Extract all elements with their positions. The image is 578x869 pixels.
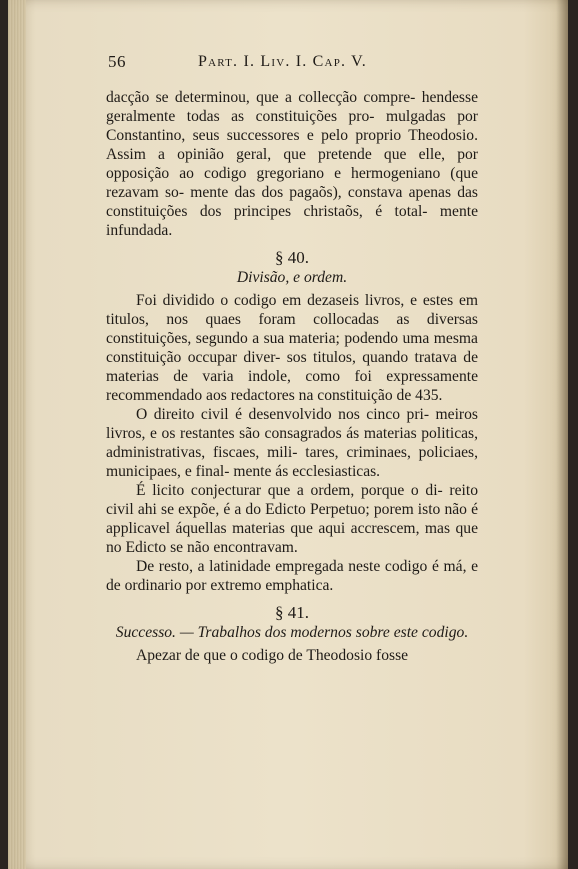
- page-edge-shadow: [556, 0, 568, 869]
- section-title-40: Divisão, e ordem.: [236, 269, 348, 286]
- section-title-41: Successo. — Trabalhos dos modernos sobre este codigo.: [115, 624, 469, 641]
- paragraph-direito-civil: O direito civil é desenvolvido nos cinco pri- meiros livros, e os restantes são consagrados ás materias politicas, administrativas, fiscaes, mili- tares, criminaes, policiaes, municipaes, e final- mente ás ecclesiasticas.: [106, 406, 479, 480]
- page-header: [106, 46, 478, 76]
- book-page: [8, 0, 568, 869]
- paragraph-divisao: Foi dividido o codigo em dezaseis livros, e estes em titulos, nos quaes foram collocadas as diversas constituições, segundo a sua materia; podendo uma mesma constituição occupar diver- sos titulos, quando tratava de materias de varia indole, como foi expressamente recommendado aos redactores na constituição de 435.: [106, 292, 479, 404]
- running-head: Part. I. Liv. I. Cap. V.: [198, 53, 368, 70]
- paragraph-apezar: Apezar de que o codigo de Theodosio fosse: [136, 647, 409, 664]
- section-number-41: § 41.: [275, 603, 309, 622]
- text-block: [106, 46, 478, 665]
- paragraph-latinidade: De resto, a latinidade empregada neste codigo é má, e de ordinario por extremo emphatica.: [106, 558, 478, 594]
- book-gutter: [8, 0, 26, 869]
- paragraph-continuation: dacção se determinou, que a collecção compre- hendesse geralmente todas as constituições pro- mulgadas por Constantino, seus successores e pelo proprio Theodosio. Assim a opinião geral, que pretende que elle, por opposição ao codigo gregoriano e hermogeniano (que rezavam so- mente das dos pagaõs), constava apenas das constituições dos principes christaõs, é total- mente infundada.: [106, 89, 479, 239]
- page-number: 56: [108, 52, 126, 71]
- section-number-40: § 40.: [275, 248, 309, 267]
- paragraph-conjecturar: É licito conjecturar que a ordem, porque o di- reito civil ahi se expõe, é a do Edicto Perpetuo; porem isto não é applicavel áquellas materias que aqui accrescem, mas que no Edicto se não encontravam.: [106, 482, 479, 556]
